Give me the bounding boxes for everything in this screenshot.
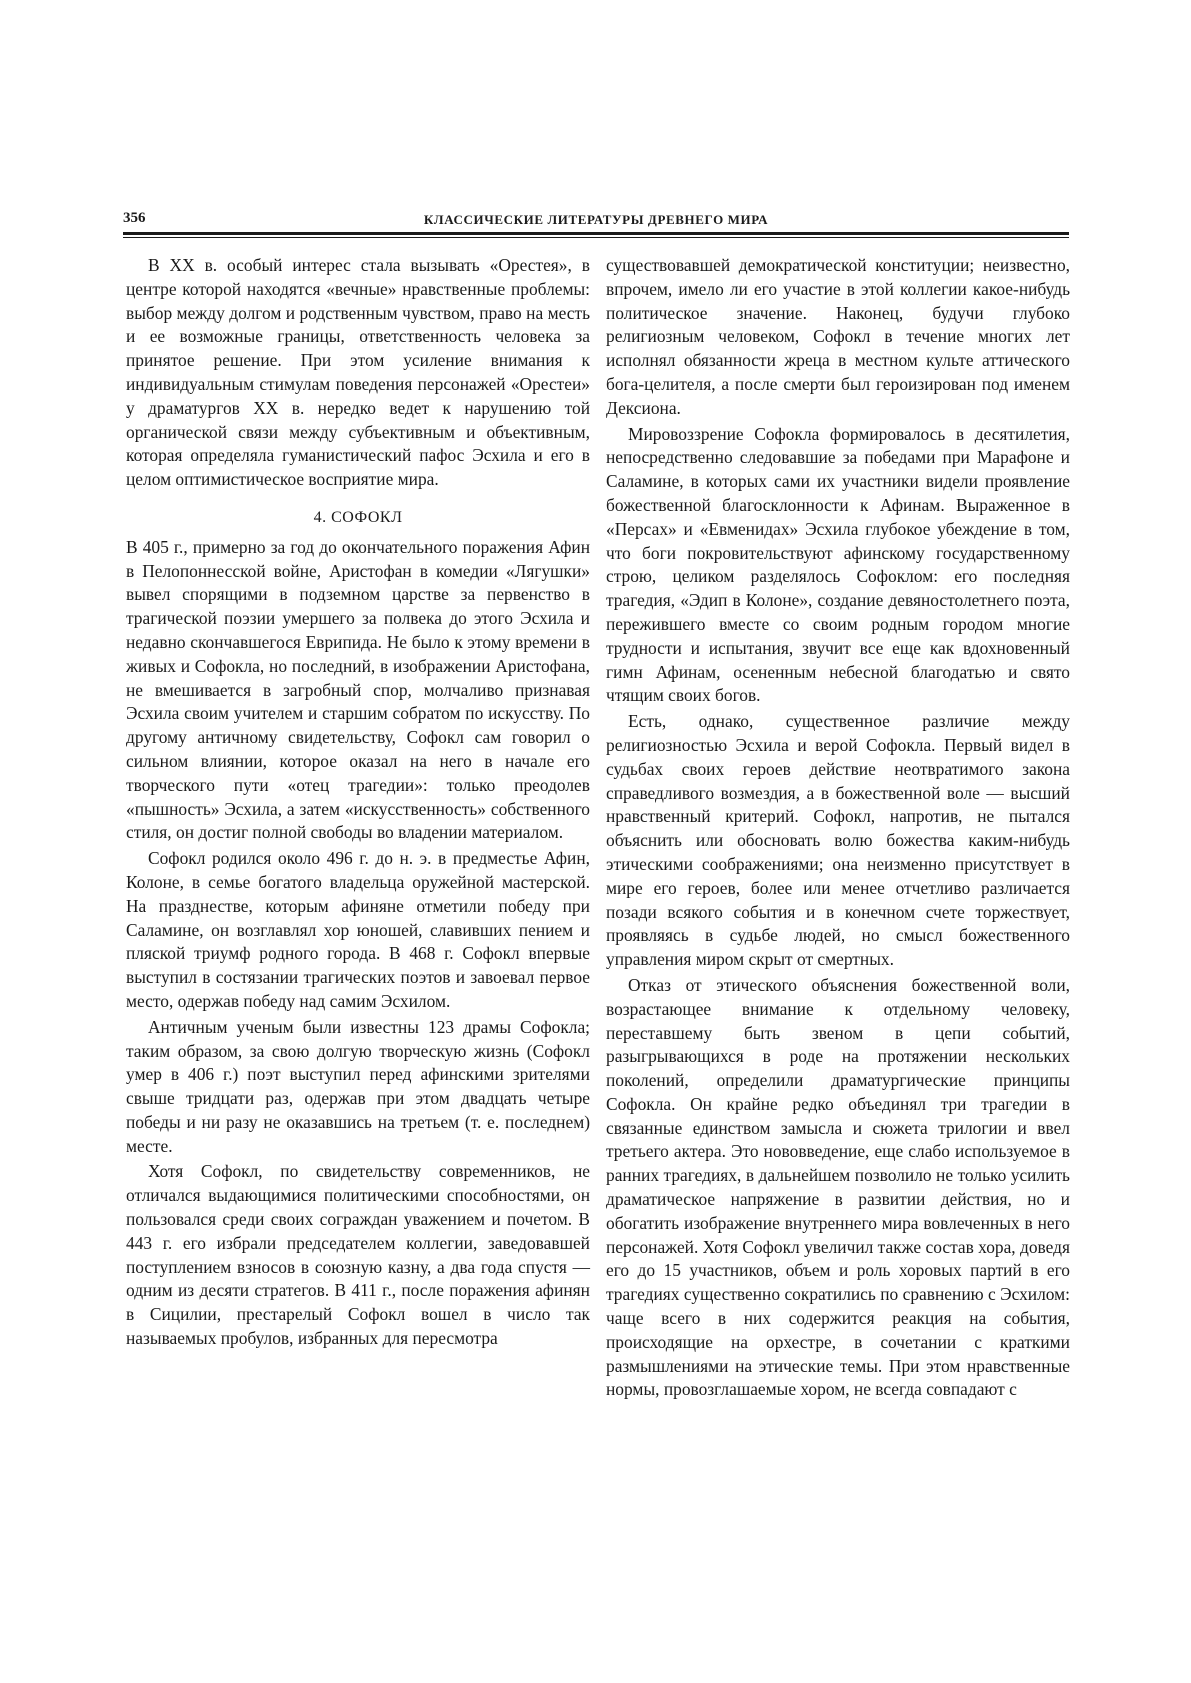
paragraph: В 405 г., примерно за год до окончательного поражения Афин в Пелопоннесской войне, Аристофан в комедии «Лягушки» вывел спорящими в подземном царстве за первенство в трагической поэзии умершего за полвека до этого Эсхила и недавно скончавшегося Еврипида. Не было к этому времени в живых и Софокла, но последний, в изображении Аристофана, не вмешивается в загробный спор, молчаливо признавая Эсхила своим учителем и старшим собратом по искусству. По другому античному свидетельству, Софокл сам говорил о сильном влиянии, которое оказал на него в начале его творческого пути «отец трагедии»: только преодолев «пышность» Эсхила, а затем «искусственность» собственного стиля, он достиг полной свободы во владении материалом. — [126, 536, 590, 843]
paragraph: Есть, однако, существенное различие между религиозностью Эсхила и верой Софокла. Первый видел в судьбах своих героев действие неотвратимого закона справедливого возмездия, а в божественной воле — высший нравственный критерий. Софокл, напротив, не пытался объяснить или обосновать волю божества каким-нибудь этическими соображениями; она неизменно присутствует в мире его героев, более или менее отчетливо различается позади всякого события и в конечном счете торжествует, проявляясь в судьбе людей, но смысл божественного управления миром скрыт от смертных. — [606, 711, 1070, 970]
section-heading: 4. СОФОКЛ — [313, 508, 403, 526]
paragraph: Мировоззрение Софокла формировалось в десятилетия, непосредственно следовавшие за победами при Марафоне и Саламине, в которых сами их участники видели проявление божественной благосклонности к Афинам. Выраженное в «Персах» и «Евменидах» Эсхила глубокое убеждение в том, что боги покровительствуют афинскому государственному строю, целиком разделялось Софоклом: его последняя трагедия, «Эдип в Колоне», создание девяностолетнего поэта, пережившего вместе со своим родным городом многие трудности и испытания, звучит все еще как вдохновенный гимн Афинам, осененным небесной благодатью и свято чтящим своих богов. — [606, 423, 1070, 706]
running-head: КЛАССИЧЕСКИЕ ЛИТЕРАТУРЫ ДРЕВНЕГО МИРА — [423, 212, 769, 227]
left-column — [126, 254, 590, 1351]
right-column — [606, 254, 1070, 1402]
paragraph: Хотя Софокл, по свидетельству современников, не отличался выдающимися политическими способностями, он пользовался среди своих сограждан уважением и почетом. В 443 г. его избрали председателем коллегии, заведовавшей поступлением взносов в союзную казну, а два года спустя — одним из десяти стратегов. В 411 г., после поражения афинян в Сицилии, престарелый Софокл вошел в число так называемых пробулов, избранных для пересмотра — [126, 1161, 590, 1349]
paragraph: Отказ от этического объяснения божественной воли, возрастающее внимание к отдельному человеку, переставшему быть звеном в цепи событий, разыгрывающихся в роде на протяжении нескольких поколений, определили драматургические принципы Софокла. Он крайне редко объединял три трагедии в связанные единством замысла и сюжета трилогии и ввел третьего актера. Это нововведение, еще слабо используемое в ранних трагедиях, в дальнейшем позволило не только усилить драматическое напряжение в развитии действия, но и обогатить изображение внутреннего мира вовлеченных в него персонажей. Хотя Софокл увеличил также состав хора, доведя его до 15 участников, объем и роль хоровых партий в его трагедиях существенно сократились по сравнению с Эсхилом: чаще всего в них содержится реакция на события, происходящие на орхестре, в сочетании с краткими размышлениями на этические темы. При этом нравственные нормы, провозглашаемые хором, не всегда совпадают с — [606, 974, 1070, 1400]
paragraph: Софокл родился около 496 г. до н. э. в предместье Афин, Колоне, в семье богатого владельца оружейной мастерской. На празднестве, которым афиняне отметили победу при Саламине, он возглавлял хор юношей, славивших пением и пляской триумф родного города. В 468 г. Софокл впервые выступил в состязании трагических поэтов и завоевал первое место, одержав победу над самим Эсхилом. — [126, 848, 590, 1011]
paragraph: Античным ученым были известны 123 драмы Софокла; таким образом, за свою долгую творческую жизнь (Софокл умер в 406 г.) поэт выступил перед афинскими зрителями свыше тридцати раз, одержав при этом двадцать четыре победы и ни разу не оказавшись на третьем (т. е. последнем) месте. — [126, 1016, 590, 1156]
paragraph: существовавшей демократической конституции; неизвестно, впрочем, имело ли его участие в этой коллегии какое-нибудь политическое значение. Наконец, будучи глубоко религиозным человеком, Софокл в течение многих лет исполнял обязанности жреца в местном культе аттического бога-целителя, а после смерти был героизирован под именем Дексиона. — [606, 255, 1070, 418]
paragraph: В XX в. особый интерес стала вызывать «Орестея», в центре которой находятся «вечные» нравственные проблемы: выбор между долгом и родственным чувством, право на месть и ее возможные границы, ответственность человека за принятое решение. При этом усиление внимания к индивидуальным стимулам поведения персонажей «Орестеи» у драматургов XX в. нередко ведет к нарушению той органической связи между субъективным и объективным, которая определяла гуманистический пафос Эсхила и его в целом оптимистическое восприятие мира. — [126, 255, 590, 490]
page-number: 356 — [123, 210, 146, 226]
page-header — [123, 208, 1069, 232]
header-rule-thin — [123, 237, 1069, 238]
header-rule-thick — [123, 232, 1069, 235]
